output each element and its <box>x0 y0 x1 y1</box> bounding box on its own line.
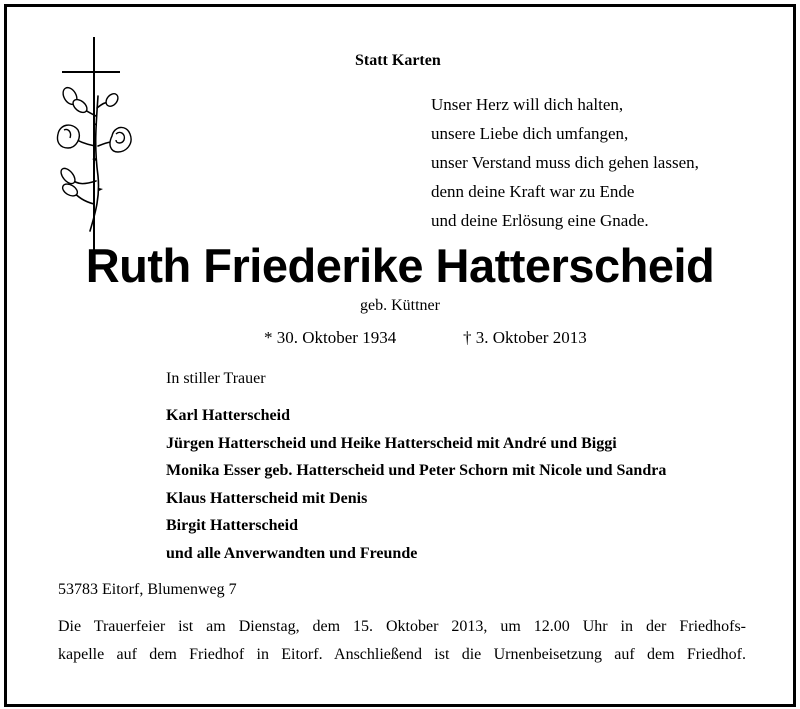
list-item: Karl Hatterscheid <box>166 407 290 424</box>
poem-line: Unser Herz will dich halten, <box>431 95 624 114</box>
mourning-intro: In stiller Trauer <box>166 370 266 387</box>
birth-name: geb. Küttner <box>360 297 440 314</box>
notice-line: kapelle auf dem Friedhof in Eitorf. Anschließend ist die Urnenbeisetzung auf dem Friedhof. <box>58 646 746 663</box>
mourners-list <box>166 402 666 567</box>
list-item: Monika Esser geb. Hatterscheid und Peter Schorn mit Nicole und Sandra <box>166 462 667 479</box>
list-item: Klaus Hatterscheid mit Denis <box>166 489 368 507</box>
death-date: † 3. Oktober 2013 <box>463 328 587 347</box>
poem-line: unsere Liebe dich umfangen, <box>431 124 629 143</box>
notice-line: Die Trauerfeier ist am Dienstag, dem 15. Oktober 2013, um 12.00 Uhr in der Friedhofs- <box>58 618 746 635</box>
poem-line: und deine Erlösung eine Gnade. <box>431 211 649 230</box>
rose-icon <box>50 86 140 236</box>
list-item: Jürgen Hatterscheid und Heike Hatterscheid mit André und Biggi <box>166 434 617 452</box>
poem <box>431 90 699 235</box>
statt-karten-heading: Statt Karten <box>355 52 441 69</box>
cross-icon-bar <box>62 71 120 73</box>
list-item: und alle Anverwandten und Freunde <box>166 544 418 562</box>
funeral-notice <box>58 613 746 669</box>
birth-date: * 30. Oktober 1934 <box>264 328 397 347</box>
poem-line: unser Verstand muss dich gehen lassen, <box>431 153 699 172</box>
poem-line: denn deine Kraft war zu Ende <box>431 182 635 201</box>
address: 53783 Eitorf, Blumenweg 7 <box>58 581 237 598</box>
deceased-name: Ruth Friederike Hatterscheid <box>85 239 715 292</box>
list-item: Birgit Hatterscheid <box>166 517 298 534</box>
